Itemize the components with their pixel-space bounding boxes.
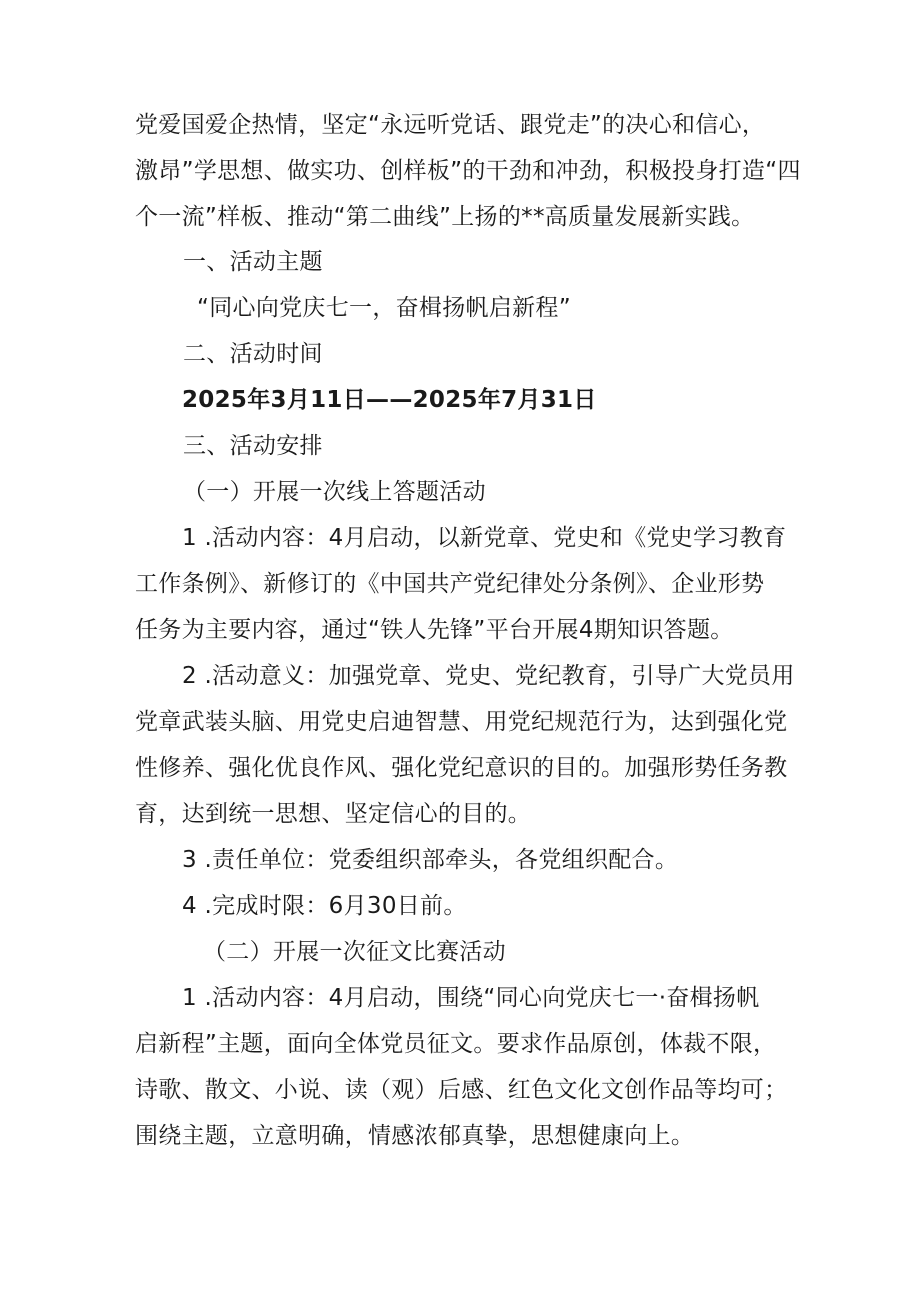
item-4-deadline: 4 .完成时限：6月30日前。 <box>182 893 467 919</box>
essay-item-1-line-1: 1 .活动内容：4月启动，围绕“同心向党庆七一·奋楫扬帆 <box>182 985 760 1011</box>
item-2-significance-line-2: 党章武装头脑、用党史启迪智慧、用党纪规范行为，达到强化党 <box>135 709 788 735</box>
item-3-responsibility: 3 .责任单位：党委组织部牵头，各党组织配合。 <box>182 847 679 873</box>
section-heading-time: 二、活动时间 <box>183 341 323 367</box>
activity-time-range: 2025年3月11日——2025年7月31日 <box>182 387 597 413</box>
item-2-significance-line-1: 2 .活动意义：加强党章、党史、党纪教育，引导广大党员用 <box>182 663 795 689</box>
essay-item-1-line-2: 启新程”主题，面向全体党员征文。要求作品原创，体裁不限， <box>135 1031 777 1057</box>
activity-theme-text: “同心向党庆七一，奋楫扬帆启新程” <box>197 295 571 321</box>
item-2-significance-line-3: 性修养、强化优良作风、强化党纪意识的目的。加强形势任务教 <box>135 755 788 781</box>
body-line-3: 个一流”样板、推动“第二曲线”上扬的**高质量发展新实践。 <box>135 204 755 230</box>
essay-item-1-line-4: 围绕主题，立意明确，情感浓郁真挚，思想健康向上。 <box>135 1123 695 1149</box>
subsection-heading-essay-contest: （二）开展一次征文比赛活动 <box>203 939 506 965</box>
body-line-1: 党爱国爱企热情，坚定“永远听党话、跟党走”的决心和信心， <box>135 112 766 138</box>
section-heading-arrangement: 三、活动安排 <box>183 433 323 459</box>
item-1-content-line-3: 任务为主要内容，通过“铁人先锋”平台开展4期知识答题。 <box>135 617 734 643</box>
essay-item-1-line-3: 诗歌、散文、小说、读（观）后感、红色文化文创作品等均可； <box>135 1077 788 1103</box>
item-1-content-line-1: 1 .活动内容：4月启动，以新党章、党史和《党史学习教育 <box>182 525 787 551</box>
body-line-2: 激昂”学思想、做实功、创样板”的干劲和冲劲，积极投身打造“四 <box>135 158 801 184</box>
item-2-significance-line-4: 育，达到统一思想、坚定信心的目的。 <box>135 801 532 827</box>
section-heading-theme: 一、活动主题 <box>183 249 323 275</box>
subsection-heading-online-quiz: （一）开展一次线上答题活动 <box>183 479 486 505</box>
item-1-content-line-2: 工作条例》、新修订的《中国共产党纪律处分条例》、企业形势 <box>135 571 765 597</box>
